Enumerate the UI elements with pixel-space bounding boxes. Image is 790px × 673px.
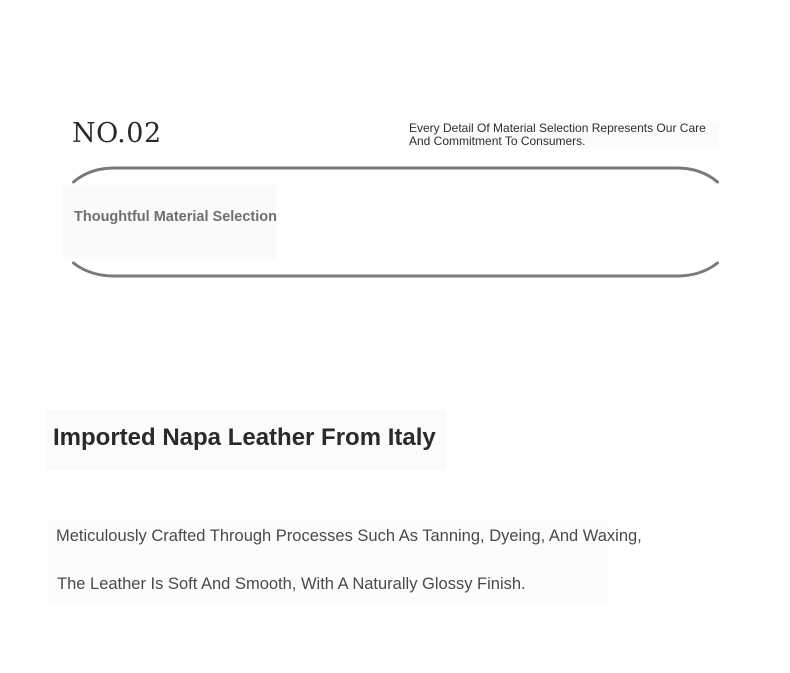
- frame-top-curve: [74, 168, 718, 182]
- section-tagline: Every Detail Of Material Selection Represents Our Care And Commitment To Consumers.: [409, 122, 719, 148]
- feature-heading: Imported Napa Leather From Italy: [53, 424, 436, 451]
- frame-bottom-curve: [74, 263, 718, 276]
- frame-title: Thoughtful Material Selection: [74, 209, 278, 225]
- description-line-2: The Leather Is Soft And Smooth, With A Naturally Glossy Finish.: [57, 575, 526, 593]
- section-number: NO.02: [72, 118, 162, 149]
- description-line-1: Meticulously Crafted Through Processes Such As Tanning, Dyeing, And Waxing,: [56, 527, 642, 545]
